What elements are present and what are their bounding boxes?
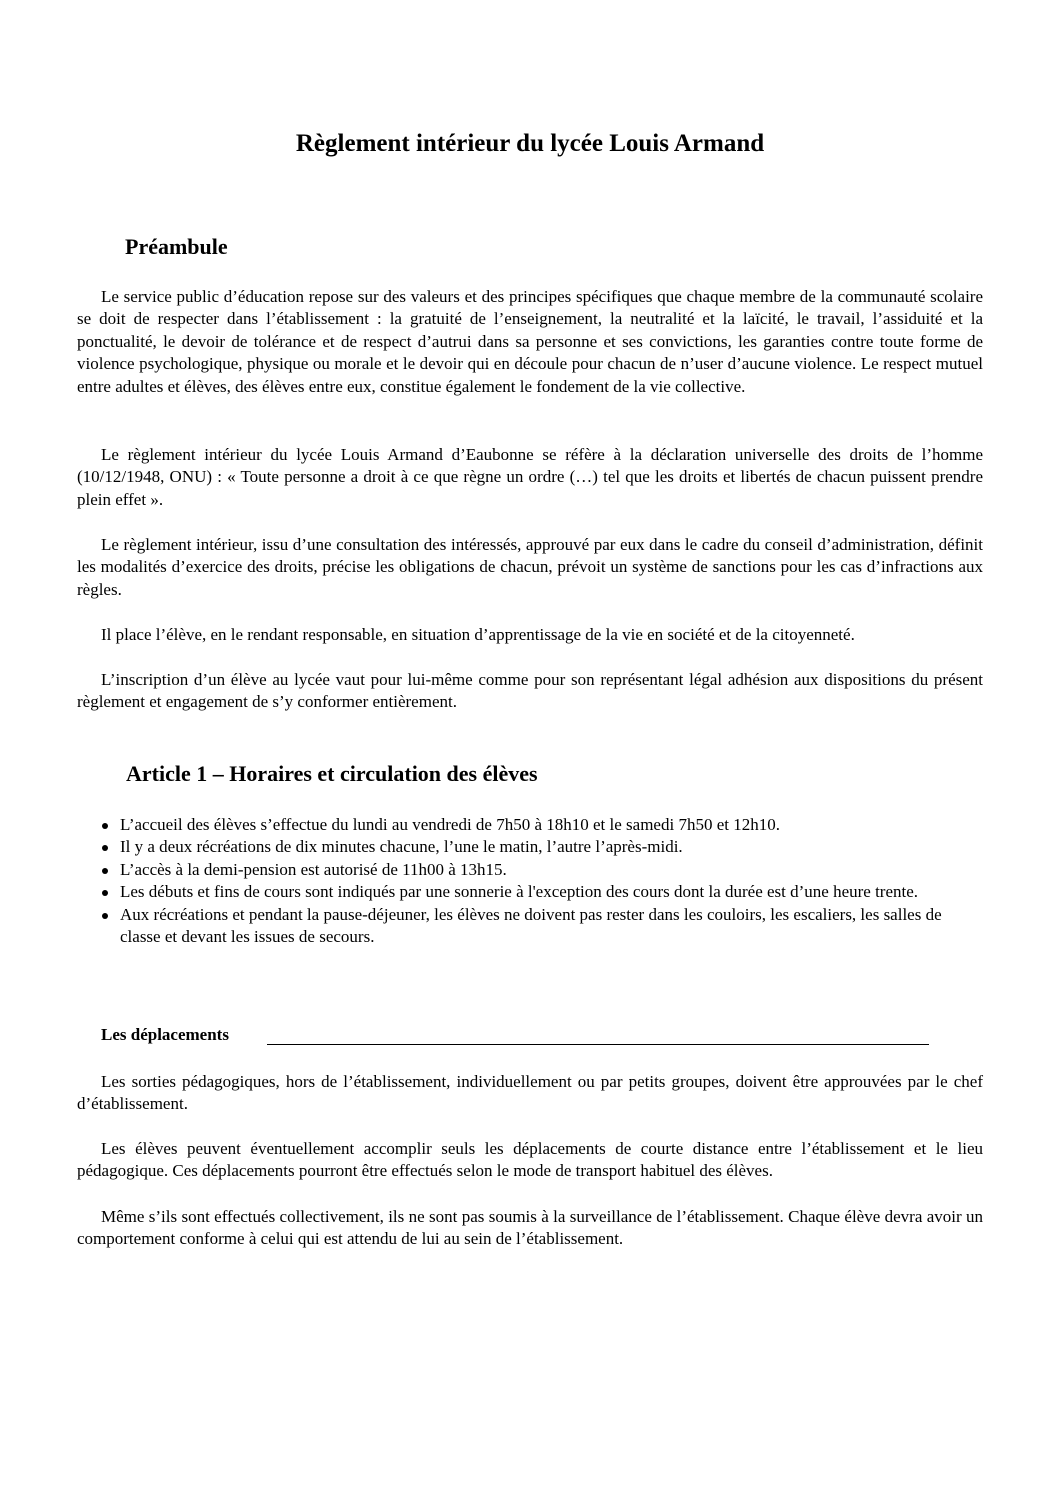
preamble-heading: Préambule — [125, 234, 228, 259]
list-item — [77, 859, 983, 881]
preamble-paragraph: Le règlement intérieur du lycée Louis Armand d’Eaubonne se réfère à la déclaration universelle des droits de l’homme (10/12/1948, ONU) : « Toute personne a droit à ce que règne un ordre (…) tel que les droits et libertés de chacun puissent prendre plein effet ». — [77, 445, 983, 509]
subheading-label: Les déplacements — [101, 1025, 229, 1044]
preamble-paragraph: L’inscription d’un élève au lycée vaut pour lui-même comme pour son représentant légal adhésion aux dispositions du présent règlement et engagement de s’y conformer entièrement. — [77, 670, 983, 712]
deplacements-paragraph: Les élèves peuvent éventuellement accomplir seuls les déplacements de courte distance entre l’établissement et le lieu pédagogique. Ces déplacements pourront être effectués selon le mode de transport habituel des élèves. — [77, 1139, 983, 1181]
preamble-paragraph: Il place l’élève, en le rendant responsable, en situation d’apprentissage de la vie en société et de la citoyenneté. — [101, 625, 855, 644]
article1-heading: Article 1 – Horaires et circulation des élèves — [126, 761, 538, 786]
list-item — [77, 904, 983, 949]
list-item — [77, 881, 983, 903]
deplacements-subheading — [101, 1024, 929, 1048]
preamble-paragraph: Le service public d’éducation repose sur des valeurs et des principes spécifiques que chaque membre de la communauté scolaire se doit de respecter dans l’établissement : la gratuité de l’enseignement, la neutralité et la laïcité, le travail, l’assiduité et la ponctualité, le devoir de tolérance et de respect d’autrui dans sa personne et ses convictions, les garanties contre toute forme de violence psychologique, physique ou morale et le devoir qui en découle pour chacun de n’user d’aucune violence. Le respect mutuel entre adultes et élèves, des élèves entre eux, constitue également le fondement de la vie collective. — [77, 287, 983, 396]
deplacements-paragraph: Même s’ils sont effectués collectivement, ils ne sont pas soumis à la surveillance de l’établissement. Chaque élève devra avoir un comportement conforme à celui qui est attendu de lui au sein de l’établissement. — [77, 1207, 983, 1249]
bullet-icon — [102, 868, 108, 874]
list-item — [77, 814, 983, 836]
page-title: Règlement intérieur du lycée Louis Armand — [295, 130, 765, 157]
list-item-text: Aux récréations et pendant la pause-déjeuner, les élèves ne doivent pas rester dans les couloirs, les escaliers, les salles de classe et devant les issues de secours. — [120, 904, 942, 947]
list-item — [77, 836, 983, 858]
preamble-paragraph: Le règlement intérieur, issu d’une consultation des intéressés, approuvé par eux dans le cadre du conseil d’administration, définit les modalités d’exercice des droits, précise les obligations de chacun, prévoit un système de sanctions pour les cas d’infractions aux règles. — [77, 535, 983, 599]
bullet-icon — [102, 823, 108, 829]
bullet-icon — [102, 890, 108, 896]
list-item-text: L’accueil des élèves s’effectue du lundi au vendredi de 7h50 à 18h10 et le samedi 7h50 et 12h10. — [120, 815, 780, 834]
list-item-text: Les débuts et fins de cours sont indiqués par une sonnerie à l'exception des cours dont la durée est d’une heure trente. — [120, 882, 919, 902]
list-item-text: Il y a deux récréations de dix minutes chacune, l’une le matin, l’autre l’après-midi. — [120, 837, 683, 857]
bullet-icon — [102, 913, 108, 919]
deplacements-paragraph: Les sorties pédagogiques, hors de l’établissement, individuellement ou par petits groupes, doivent être approuvées par le chef d’établissement. — [77, 1072, 983, 1114]
subheading-rule — [267, 1044, 929, 1045]
bullet-icon — [102, 845, 108, 851]
article1-bullet-list — [77, 814, 983, 948]
list-item-text: L’accès à la demi-pension est autorisé de 11h00 à 13h15. — [120, 859, 507, 879]
